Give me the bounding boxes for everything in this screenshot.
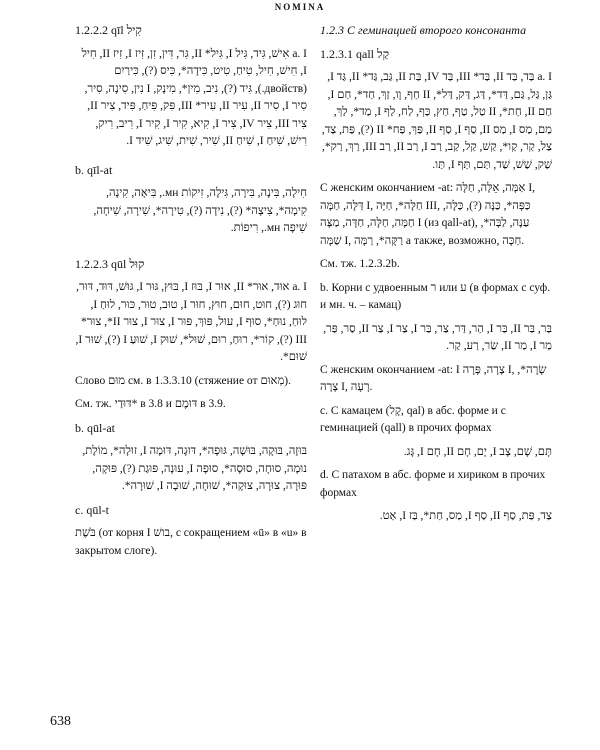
subsection-label-qamats: c. С камацем (קָל, qal) в абс. форме и с геминацией (qall) в прочих формах: [320, 404, 506, 434]
running-head: NOMINA: [274, 2, 326, 12]
right-column: [320, 22, 552, 532]
subsection-label-patah: d. С патахом в абс. форме и хириком в прочих формах: [320, 469, 546, 499]
entry-list-qil-a: a. I אִישׁ, גִּיד, גִּיל I, גִּיל* II, גִּר, דִּין, זִן, זִיז I, זִיז II, חִיל I, חִישׁ, חִיל, טִיחַ, טִיט, כִּידָה*, כִּיס (?), כִּירַיִם (двойств.), גִּיד (?), נִיב, מִין*, מִינָק, I נִין, סִינָה, סִיר, סִיר I, סִיר II, עִיר II, עִיר* III, פִּק, פִּיחַ, פִּיד, צִיר II, צִיר III, צִיר IV, צִיר I, קִיא, קִיר I, קִיר I, רִיב, רִיק, רִישׁ, שִׁיחַ I, שִׁיחַ II, שִׁיר, שִׁית, שִׁיג, שִׁיד I.: [81, 47, 307, 147]
section-heading-1231: 1.2.3.1 qall קַל: [320, 46, 390, 61]
entry-list-geminate-resh-at: С женским окончанием -at: I צָרָה, פָּרָה I, שָׂרָה*, צָרָה I, רָעָה.: [320, 363, 547, 393]
note-boshet: בֹּשֶׁת (от корня I בושׁ, с сокращением «ū» в «u» в закрытом слоге).: [75, 527, 307, 557]
page-number: 638: [50, 714, 71, 729]
entry-list-qall-a: a. I בַּד, בַּד II, בַּד* III, בַּד IV, בַּת II, גַּב, גַּד* II, גַּד I, גַּן, גַּל, גַּם, דַּד*, דַּג, דַּק, דַּל*, II חַף, וָו, זַךְ, חַד*, חַם I, חַם II, חַת*, II טַל, טַף, חַץ, כַּף, לַח, לַף I, מַד*, לַךְ, מַם, מַס I, מַס II, סַף I, סַף II, פַּךְ, פַּח* II (?), פַּת, צַד, צַל, קַר, קַו*, קַשׁ, קַל, קַב, רַב I, רַב II, רַב III, רַךְ, רַק*, שַׁק, שַׁשׁ, שַׁד, תַּם, תַּף I, תַּו.: [321, 71, 552, 171]
entry-list-geminate-resh: בַּר, בַּר II, בַּר I, הַר, דַּר, צַר, בַּר I, צַר I, צַר II, סַר, פַּר, מַר I, מַר II, שַׂר, רַע, קַר.: [323, 322, 552, 352]
entry-list-qall-at: С женским окончанием -at: אַמָּה, אֵלָּה, חַלָּה I, דַּלָּה, חַמָּה I, חַלָּה*, חַיָּה III, כַּפָּה*, כַּנָּה (?), כַּלָּה, חַמָּה, חַלָּה, חַדָּה, מַצָּה I (из qall-at), עַנָּה, לַבָּה*, שַׁמָּה I, רַקָּה*, רַמָּה a также, возможно, חַכָּה.: [320, 182, 536, 247]
section-heading-1222: 1.2.2.2 qīl קִיל: [75, 23, 142, 37]
section-heading-123: 1.2.3 С геминацией второго консонанта: [320, 23, 527, 37]
section-heading-1223: 1.2.2.3 qūl קוּל: [75, 256, 145, 271]
entry-list-qul-a: a. I אוּד, אוּר* II, אוּר I, בּוּז I, בּוּץ, גּוּר I, גּוּשׁ, דּוּד, דּוּר, חוּג (?), חוּט, חוּם, חוּץ, חוּר I, טוּב, טוּר, כּוּר, לוּחַ I, לוּחַ, נוּחַ*, סוּף I, עוּל, פּוּךְ, פּוּר I, צוּר I, צוּר II*, צוּר* III (?), קוֹר*, רוּחַ, רוּם, שׁוּל*, שׁוּק I, שׁוּעַ I (?), שׁוּר I, שׁוּם*.: [75, 281, 307, 363]
entry-list-qil-at: חִילָה, בִּינָה, בִּירָה, גִּילָה, זִיקוֹת мн., בִּיאָה, קִינָה, קִימָה*, צִיצָה* (?), נִידָה (?), טִירָה*, שִׁירָה, שִׁיחָה, שִׁיפָה мн., רִיפוֹת.: [93, 187, 307, 234]
cross-reference: См. тж. 1.2.3.2b.: [320, 258, 400, 270]
left-column: [75, 22, 307, 566]
note-mum: Слово מוּם см. в 1.3.3.10 (стяжение от מְאוּם).: [75, 374, 291, 387]
subsection-label-qul-at: b. qūl-at: [75, 420, 115, 435]
entry-list-qamats: תָּם, שָׁם, צָב I, יָם, חָם II, חָם I, גָּג.: [403, 445, 552, 458]
entry-list-patah: צַד, פַּת, סַף II, סַף I, מַס, חַת*, בַּז I, אַט.: [379, 510, 552, 522]
subsection-label-geminate-resh: b. Корни с удвоенным ר или ע (в формах с суф. и мн. ч. – камац): [320, 281, 551, 311]
entry-list-qul-at: בּוּזָה, בּוּקָה, בּוּשָׁה, גּוּפָה*, דּוּגָה, דּוּמָה I, זוּלָה*, מוֹלֶת, נוּמָה, סוּחָה, סוּסָה*, סוּפָה I, עוּנָה, פּוּגַת (?), פּוּקָה, פּוּרָה, צוּרָה, צוּקָה*, שׁוּחָה, שׁוּבָה I, שׁוּרָה*.: [82, 445, 307, 492]
subsection-label-qul-t: c. qūl-t: [75, 502, 109, 517]
note-dudai: См. тж. דּוּדַי* в 3.8 и דּוּמֶם в 3.9.: [75, 398, 226, 410]
subsection-label-qil-at: b. qīl-at: [75, 162, 113, 177]
